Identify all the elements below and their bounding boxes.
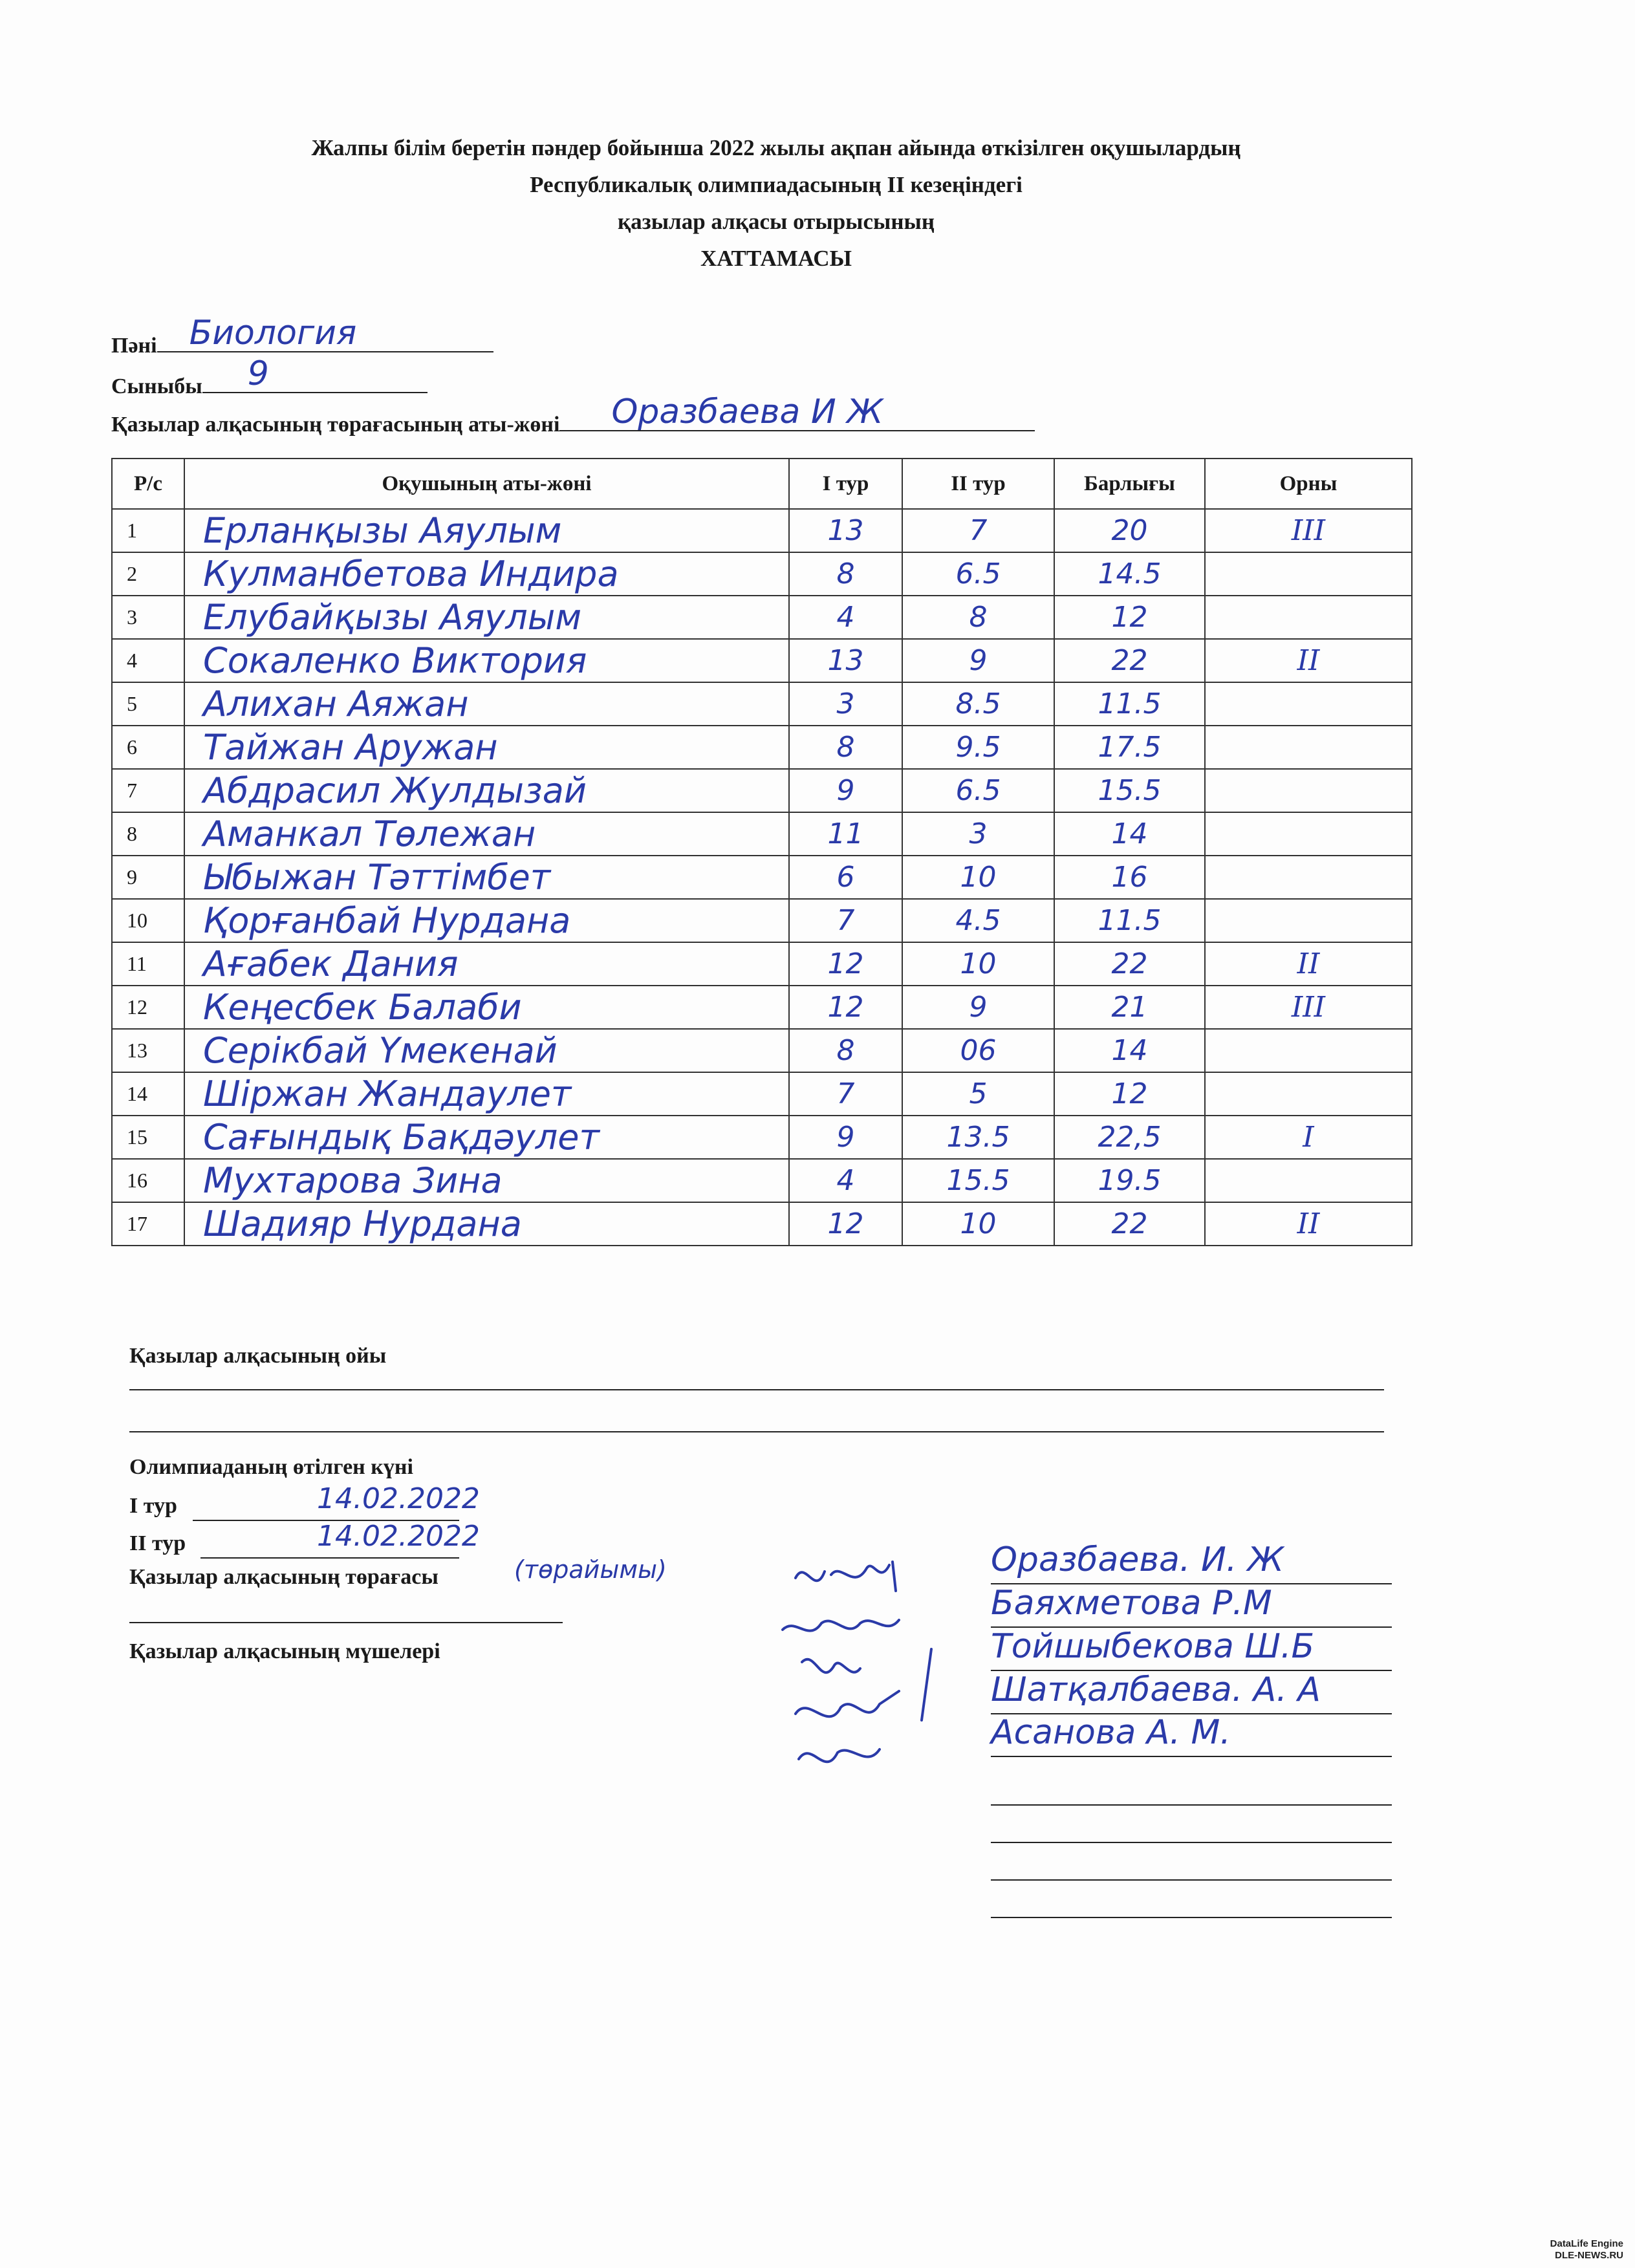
place [1205, 596, 1412, 639]
member-line-empty [991, 1879, 1392, 1881]
tour2-score: 9 [902, 639, 1054, 682]
opinion-line-2 [129, 1431, 1384, 1432]
tour2-score: 8 [902, 596, 1054, 639]
chair-label: Қазылар алқасының төрағасының аты-жөні [111, 413, 560, 437]
student-name: Шіржан Жандаулет [184, 1072, 789, 1116]
chair-sign-label: Қазылар алқасының төрағасы [129, 1565, 439, 1589]
tour1-score: 4 [789, 1159, 902, 1202]
row-number: 6 [112, 726, 184, 769]
header-rs: Р/с [112, 459, 184, 509]
tour2-score: 8.5 [902, 682, 1054, 726]
subject-field [111, 314, 493, 358]
tour2-score: 6.5 [902, 552, 1054, 596]
row-number: 16 [112, 1159, 184, 1202]
chair-field [111, 393, 1035, 437]
opinion-line-1 [129, 1389, 1384, 1390]
header-name: Оқушының аты-жөні [184, 459, 789, 509]
place [1205, 812, 1412, 856]
total-score: 19.5 [1054, 1159, 1205, 1202]
watermark-line-1: DataLife Engine [1550, 2238, 1623, 2249]
tour1-score: 4 [789, 596, 902, 639]
member-name: Баяхметова Р.М [991, 1584, 1272, 1623]
tour2-score: 9.5 [902, 726, 1054, 769]
results-table [111, 458, 1413, 1246]
place [1205, 1072, 1412, 1116]
grade-label: Сыныбы [111, 374, 202, 398]
place [1205, 682, 1412, 726]
tour2-label: ІІ тур [129, 1531, 186, 1555]
row-number: 4 [112, 639, 184, 682]
student-name: Аманкал Төлежан [184, 812, 789, 856]
tour2-score: 5 [902, 1072, 1054, 1116]
tour2-score: 4.5 [902, 899, 1054, 942]
grade-line [202, 354, 428, 393]
total-score: 12 [1054, 1072, 1205, 1116]
student-name: Сағындық Бақдәулет [184, 1116, 789, 1159]
student-name: Кулманбетова Индира [184, 552, 789, 596]
table-row [112, 899, 1412, 942]
total-score: 14 [1054, 1029, 1205, 1072]
place: III [1205, 986, 1412, 1029]
total-score: 14 [1054, 812, 1205, 856]
student-name: Абдрасил Жулдызай [184, 769, 789, 812]
row-number: 1 [112, 509, 184, 552]
tour2-score: 10 [902, 942, 1054, 986]
tour1-score: 8 [789, 552, 902, 596]
row-number: 5 [112, 682, 184, 726]
student-name: Елубайқызы Аяулым [184, 596, 789, 639]
header-total: Барлығы [1054, 459, 1205, 509]
total-score: 11.5 [1054, 682, 1205, 726]
row-number: 7 [112, 769, 184, 812]
table-row [112, 769, 1412, 812]
header-tour2: ІІ тур [902, 459, 1054, 509]
tour1-score: 13 [789, 639, 902, 682]
row-number: 2 [112, 552, 184, 596]
tour2-score: 15.5 [902, 1159, 1054, 1202]
student-name: Ағабек Дания [184, 942, 789, 986]
total-score: 21 [1054, 986, 1205, 1029]
member-name: Оразбаева. И. Ж [991, 1540, 1284, 1579]
signature-1 [796, 1562, 896, 1591]
tour1-score: 12 [789, 1202, 902, 1246]
tour1-date: 14.02.2022 [317, 1482, 480, 1515]
signature-4 [796, 1649, 931, 1720]
chair-line [559, 393, 1035, 431]
results-body [112, 509, 1412, 1246]
place [1205, 1159, 1412, 1202]
row-number: 13 [112, 1029, 184, 1072]
tour1-score: 6 [789, 856, 902, 899]
place: II [1205, 942, 1412, 986]
member-line [991, 1756, 1392, 1757]
student-name: Сокаленко Виктория [184, 639, 789, 682]
tour1-score: 8 [789, 726, 902, 769]
tour2-score: 3 [902, 812, 1054, 856]
member-line-empty [991, 1842, 1392, 1843]
members-label: Қазылар алқасының мүшелері [129, 1639, 440, 1663]
tour1-score: 3 [789, 682, 902, 726]
title-line-1: Жалпы білім беретін пәндер бойынша 2022 жылы ақпан айында өткізілген оқушылардың [311, 135, 1241, 160]
row-number: 15 [112, 1116, 184, 1159]
subject-label: Пәні [111, 334, 157, 358]
title-line-2: Республикалық олимпиадасының II кезеңіндегі [530, 172, 1023, 197]
table-header-row [112, 459, 1412, 509]
header-place: Орны [1205, 459, 1412, 509]
tour1-score: 12 [789, 986, 902, 1029]
place [1205, 856, 1412, 899]
total-score: 22 [1054, 1202, 1205, 1246]
document-title [129, 129, 1423, 277]
title-line-3: қазылар алқасы отырысының [618, 209, 935, 234]
total-score: 14.5 [1054, 552, 1205, 596]
student-name: Мухтарова Зина [184, 1159, 789, 1202]
member-name: Асанова А. М. [991, 1713, 1231, 1752]
student-name: Ыбыжан Тәттімбет [184, 856, 789, 899]
tour2-date: 14.02.2022 [317, 1520, 480, 1553]
row-number: 12 [112, 986, 184, 1029]
table-row [112, 1072, 1412, 1116]
total-score: 15.5 [1054, 769, 1205, 812]
table-row [112, 1116, 1412, 1159]
place [1205, 726, 1412, 769]
watermark-line-2: DLE-NEWS.RU [1555, 2250, 1623, 2261]
tour1-score: 13 [789, 509, 902, 552]
tour1-score: 8 [789, 1029, 902, 1072]
grade-field [111, 354, 428, 399]
total-score: 16 [1054, 856, 1205, 899]
tour1-label: І тур [129, 1494, 177, 1518]
place: II [1205, 639, 1412, 682]
chair-sign-note: (төрайымы) [514, 1555, 667, 1584]
student-name: Ерланқызы Аяулым [184, 509, 789, 552]
table-row [112, 596, 1412, 639]
tour2-score: 06 [902, 1029, 1054, 1072]
tour2-line [200, 1557, 459, 1559]
place: III [1205, 509, 1412, 552]
member-line-empty [991, 1917, 1392, 1918]
place [1205, 769, 1412, 812]
row-number: 10 [112, 899, 184, 942]
tour2-score: 10 [902, 856, 1054, 899]
row-number: 11 [112, 942, 184, 986]
table-row [112, 682, 1412, 726]
tour1-score: 12 [789, 942, 902, 986]
tour1-score: 7 [789, 1072, 902, 1116]
row-number: 8 [112, 812, 184, 856]
total-score: 11.5 [1054, 899, 1205, 942]
subject-value: Биология [189, 314, 357, 352]
table-row [112, 552, 1412, 596]
tour1-score: 9 [789, 769, 902, 812]
total-score: 22 [1054, 639, 1205, 682]
student-name: Алихан Аяжан [184, 682, 789, 726]
member-name: Тойшыбекова Ш.Б [991, 1627, 1315, 1666]
table-row [112, 1202, 1412, 1246]
table-row [112, 812, 1412, 856]
row-number: 3 [112, 596, 184, 639]
student-name: Шадияр Нурдана [184, 1202, 789, 1246]
total-score: 20 [1054, 509, 1205, 552]
table-row [112, 509, 1412, 552]
total-score: 22 [1054, 942, 1205, 986]
table-row [112, 639, 1412, 682]
signature-5 [799, 1749, 880, 1762]
student-name: Тайжан Аружан [184, 726, 789, 769]
date-label: Олимпиаданың өтілген күні [129, 1455, 413, 1479]
opinion-label: Қазылар алқасының ойы [129, 1344, 387, 1368]
place [1205, 899, 1412, 942]
tour2-score: 9 [902, 986, 1054, 1029]
table-row [112, 942, 1412, 986]
subject-line [157, 314, 493, 352]
tour2-score: 13.5 [902, 1116, 1054, 1159]
table-row [112, 986, 1412, 1029]
row-number: 9 [112, 856, 184, 899]
grade-value: 9 [247, 354, 269, 393]
student-name: Серікбай Үмекенай [184, 1029, 789, 1072]
total-score: 12 [1054, 596, 1205, 639]
header-tour1: І тур [789, 459, 902, 509]
signature-3 [802, 1659, 860, 1672]
member-name: Шатқалбаева. А. А [991, 1670, 1321, 1709]
total-score: 22,5 [1054, 1116, 1205, 1159]
student-name: Қорғанбай Нурдана [184, 899, 789, 942]
table-row [112, 1029, 1412, 1072]
student-name: Кеңесбек Балаби [184, 986, 789, 1029]
place: II [1205, 1202, 1412, 1246]
signatures-scribble [770, 1552, 983, 1798]
table-row [112, 726, 1412, 769]
watermark [1550, 2238, 1623, 2262]
row-number: 14 [112, 1072, 184, 1116]
place [1205, 1029, 1412, 1072]
tour2-score: 6.5 [902, 769, 1054, 812]
signature-2 [783, 1620, 899, 1631]
tour1-score: 11 [789, 812, 902, 856]
member-line-empty [991, 1804, 1392, 1806]
tour2-score: 10 [902, 1202, 1054, 1246]
row-number: 17 [112, 1202, 184, 1246]
table-row [112, 856, 1412, 899]
chair-sign-line [129, 1622, 563, 1623]
place: I [1205, 1116, 1412, 1159]
tour2-score: 7 [902, 509, 1054, 552]
title-line-4: ХАТТАМАСЫ [700, 246, 852, 271]
total-score: 17.5 [1054, 726, 1205, 769]
chair-value: Оразбаева И Ж [611, 393, 883, 431]
tour1-score: 7 [789, 899, 902, 942]
place [1205, 552, 1412, 596]
tour1-score: 9 [789, 1116, 902, 1159]
table-row [112, 1159, 1412, 1202]
